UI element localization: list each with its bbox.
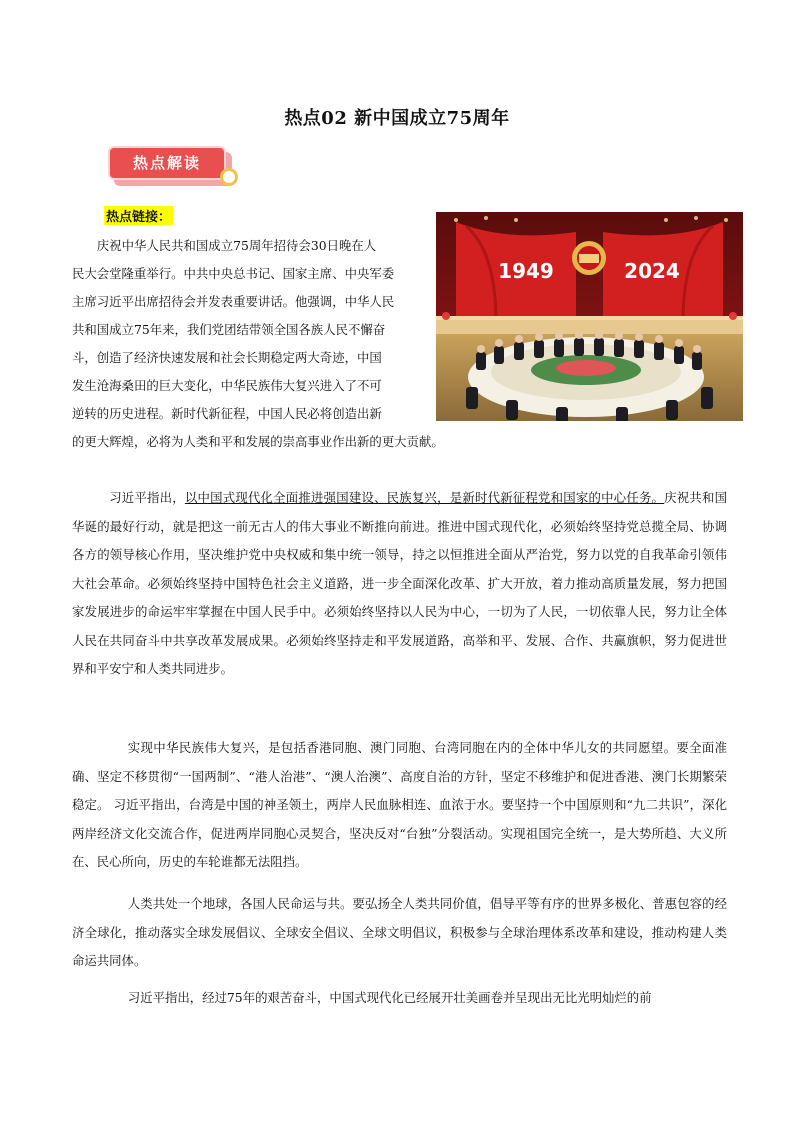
badge-label: 热点解读 <box>108 146 226 180</box>
p2-underlined: 以中国式现代化全面推进强国建设、民族复兴，是新时代新征程党和国家的中心任务。 <box>184 490 665 505</box>
p1-line-7: 逆转的历史进程。新时代新征程，中国人民必将创造出新 <box>72 406 382 421</box>
page-title: 热点02 新中国成立75周年 <box>284 108 510 129</box>
p1-line-1: 庆祝中华人民共和国成立75周年招待会30日晚在人 <box>96 238 377 253</box>
p1-line-3: 主席习近平出席招待会并发表重要讲话。他强调，中华人民 <box>72 294 395 309</box>
p1-line-5: 斗，创造了经济快速发展和社会长期稳定两大奇迹，中国 <box>72 350 382 365</box>
hotspot-badge <box>108 146 236 186</box>
paragraph-3: 实现中华民族伟大复兴，是包括香港同胞、澳门同胞、台湾同胞在内的全体中华儿女的共同愿望。要全面准确、坚定不移贯彻“一国两制”、“港人治港”、“澳人治澳”、高度自治的方针，坚定不移维护和促进香港、澳门长期繁荣稳定。 习近平指出，台湾是中国的神圣领土，两岸人民血脉相连、血浓于水。要坚持一个中国原则和“九二共识”，深化两岸经济文化交流合作，促进两岸同胞心灵契合，坚决反对“台独”分裂活动。实现祖国完全统一，是大势所趋、大义所在、民心所向，历史的车轮谁都无法阻挡。 <box>72 740 727 869</box>
p1-last-line: 的更大辉煌，必将为人类和平和发展的崇高事业作出新的更大贡献。 <box>72 434 444 449</box>
p1-line-4: 共和国成立75年来，我们党团结带领全国各族人民不懈奋 <box>72 322 386 337</box>
badge-ring-icon <box>220 168 238 186</box>
p2-rest: 庆祝共和国华诞的最好行动，就是把这一前无古人的伟大事业不断推向前进。推进中国式现代化，必须始终坚持党总揽全局、协调各方的领导核心作用，坚决维护党中央权威和集中统一领导，持之以恒推进全面从严治党，努力以党的自我革命引领伟大社会革命。必须始终坚持中国特色社会主义道路，进一步全面深化改革、扩大开放，着力推动高质量发展，努力把国家发展进步的命运牢牢掌握在中国人民手中。必须始终坚持以人民为中心，一切为了人民，一切依靠人民，努力让全体人民在共同奋斗中共享改革发展成果。必须始终坚持走和平发展道路，高举和平、发展、合作、共赢旗帜，努力促进世界和平安宁和人类共同进步。 <box>72 490 728 676</box>
paragraph-1 <box>72 232 722 456</box>
paragraph-4: 人类共处一个地球，各国人民命运与共。要弘扬全人类共同价值，倡导平等有序的世界多极化、普惠包容的经济全球化，推动落实全球发展倡议、全球安全倡议、全球文明倡议，积极参与全球治理体系改革和建设，推动构建人类命运共同体。 <box>72 896 727 968</box>
p1-line-6: 发生沧海桑田的巨大变化，中华民族伟大复兴进入了不可 <box>72 378 382 393</box>
year-left-label: 1949 <box>498 259 554 283</box>
hotspot-link-label: 热点链接： <box>104 206 173 225</box>
p1-line-2: 民大会堂隆重举行。中共中央总书记、国家主席、中央军委 <box>72 266 395 281</box>
year-right-label: 2024 <box>624 259 680 283</box>
paragraph-1-wrapped <box>72 232 428 428</box>
p2-lead: 习近平指出， <box>109 490 185 505</box>
paragraph-2 <box>72 484 727 684</box>
paragraph-5: 习近平指出，经过75年的艰苦奋斗，中国式现代化已经展开壮美画卷并呈现出无比光明灿烂的前 <box>127 990 652 1005</box>
